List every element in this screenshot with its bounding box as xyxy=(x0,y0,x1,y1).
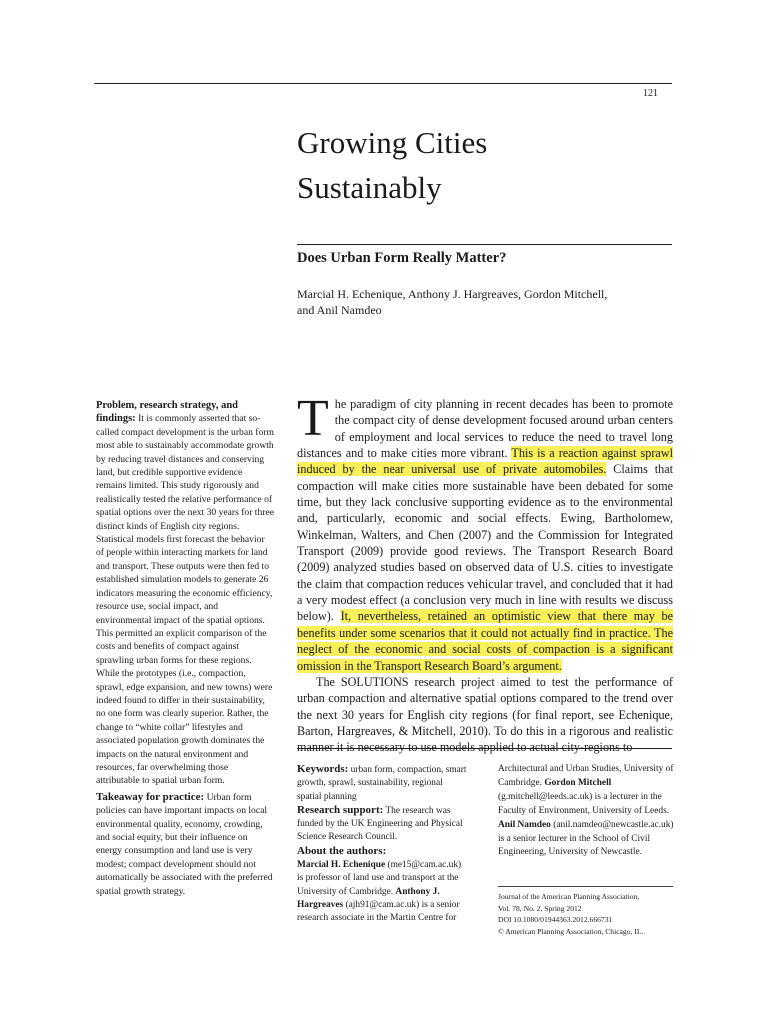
mitchell-bio: (g.mitchell@leeds.ac.uk) is a lecturer in the Faculty of Environment, University of Leeds. xyxy=(498,791,670,816)
abstract-takeaway-text: Urban form policies can have important impacts on local environmental quality, economy, crowding, and social equity, but their influence on energy consumption and land use is very modest; compact development should not automatically be associated with the preferred spatial growth strategy. xyxy=(96,791,273,897)
footer-rule xyxy=(297,748,672,749)
journal-info xyxy=(498,891,674,937)
journal-rule xyxy=(498,886,673,887)
footer-left-column xyxy=(297,763,469,926)
body-paragraph-2: The SOLUTIONS research project aimed to test the performance of urban compaction and alternative spatial options compared to the trend over the next 30 years for English city regions (for final report, see Echenique, Barton, Hargreaves, & Mitchell, 2010). To do this in a rigorous and realistic manner it is necessary to use models applied to actual city-regions to xyxy=(297,674,673,755)
keywords-text: urban form, compaction, smart growth, sprawl, sustainability, regional spatial planning xyxy=(297,765,467,802)
hargreaves-bio-cont: Architectural and Urban Studies, University of Cambridge. xyxy=(498,764,674,788)
highlight-2: It, nevertheless, retained an optimistic view that there may be benefits under some scenarios that it could not actually find in practice. The neglect of the economic and social costs of compaction is a significant omission in the Transport Research Board’s argument. xyxy=(297,609,673,673)
journal-line-1: Journal of the American Planning Association, xyxy=(498,892,640,901)
highlight-1: This is a reaction against sprawl induced by the near universal use of private automobiles. xyxy=(297,446,673,477)
abstract-problem-text: It is commonly asserted that so-called compact development is the urban form most able to sustainably accommodate growth by reducing travel distances and conserving land, but credible supportive evidence remains limited. This study rigorously and realistically tested the relative performance of spatial options over the next 30 years for three distinct kinds of English city regions. Statistical models first forecast the behavior of people within interacting markets for land and transport. These outputs were then fed to established simulation models to generate 26 indicators measuring the economic efficiency, resource use, social impact, and environmental impact of the spatial options. This permitted an explicit comparison of the costs and benefits of compact against sprawling urban forms for these regions. While the prototypes (i.e., compaction, sprawl, edge expansion, and new towns) were indeed found to differ in their sustainability, no one form was clearly superior. Rather, the change to “white collar” lifestyles and associated population growth dominates the impacts on the natural environment and resources, far overwhelming those attributable to spatial urban form. xyxy=(96,413,274,787)
journal-doi: DOI 10.1080/01944363.2012.666731 xyxy=(498,915,613,924)
namdeo-bio: (anil.namdeo@newcastle.ac.uk) is a senior lecturer in the School of Civil Engineering, University of Newcastle. xyxy=(498,819,674,858)
support-heading: Research support: xyxy=(297,803,384,816)
article-title xyxy=(297,120,677,210)
article-subtitle: Does Urban Form Really Matter? xyxy=(297,250,507,266)
journal-line-2: Vol. 78, No. 2, Spring 2012 xyxy=(498,903,582,913)
author-mitchell: Gordon Mitchell xyxy=(544,777,612,788)
research-support xyxy=(297,804,469,845)
header-rule xyxy=(94,83,672,84)
footer-right-column xyxy=(498,763,674,860)
subtitle-rule xyxy=(297,244,672,245)
author-hargreaves: Anthony J. Hargreaves xyxy=(297,886,440,910)
about-heading: About the authors: xyxy=(297,844,387,857)
title-line-1: Growing Cities xyxy=(297,125,488,160)
keywords xyxy=(297,763,469,804)
authors-line-1: Marcial H. Echenique, Anthony J. Hargreaves, Gordon Mitchell, xyxy=(297,287,608,301)
body-p1-text-a: he paradigm of city planning in recent decades has been to promote the compact city of dense development focused around urban centers of employment and local services to reduce the need to travel long distances and to make cities more vibrant. xyxy=(297,397,673,461)
abstract-takeaway-heading: Takeaway for practice: xyxy=(96,790,205,803)
author-list xyxy=(297,286,637,318)
author-namdeo: Anil Namdeo xyxy=(498,819,551,830)
drop-cap: T xyxy=(297,390,329,447)
body-paragraph-1 xyxy=(297,390,673,674)
echenique-bio: (me15@cam.ac.uk) is professor of land use and transport at the University of Cambridge. xyxy=(297,860,462,897)
abstract-sidebar xyxy=(96,399,274,901)
hargreaves-bio: (ajh91@cam.ac.uk) is a senior research associate in the Martin Centre for xyxy=(297,899,460,924)
title-line-2: Sustainably xyxy=(297,170,442,205)
keywords-heading: Keywords: xyxy=(297,763,349,775)
abstract-problem-heading: Problem, research strategy, and findings: xyxy=(96,400,239,425)
abstract-problem xyxy=(96,399,274,788)
support-text: The research was funded by the UK Engineering and Physical Science Research Council. xyxy=(297,805,463,843)
author-echenique: Marcial H. Echenique xyxy=(297,860,386,871)
journal-copyright: © American Planning Association, Chicago, IL. xyxy=(498,926,644,936)
article-body xyxy=(297,390,673,756)
about-authors xyxy=(297,845,469,926)
body-p1-text-b: Claims that compaction will make cities more sustainable have been debated for some time, but they lack conclusive supporting evidence as to the environmental and, particularly, economic and social effects. Ewing, Bartholomew, Winkelman, Walters, and Chen (2007) and the Commission for Integrated Transport (2009) provide good reviews. The Transport Research Board (2009) analyzed studies based on observed data of U.S. cities to investigate the claim that compaction reduces vehicular travel, and concluded that it had a very modest effect (a conclusion very much in line with results we discuss below). xyxy=(297,462,673,624)
page-number: 121 xyxy=(643,88,658,99)
authors-line-2: and Anil Namdeo xyxy=(297,303,382,317)
abstract-takeaway xyxy=(96,791,274,898)
